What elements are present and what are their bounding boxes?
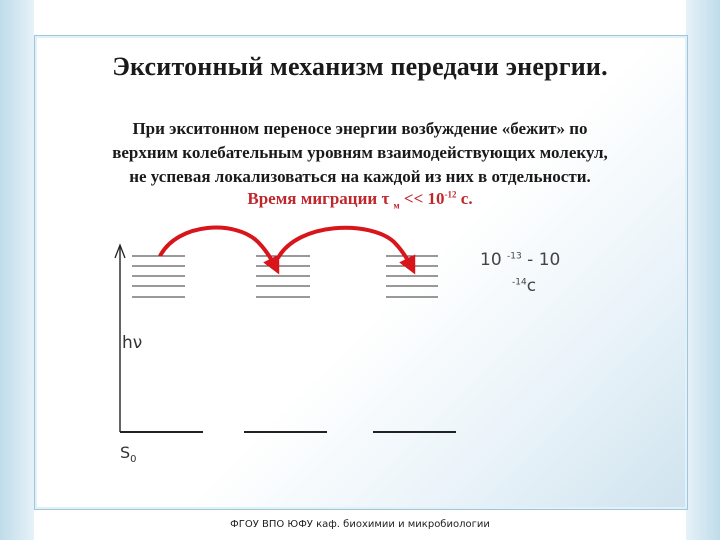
transfer-arrow-1: [160, 228, 276, 268]
migration-subscript: м: [393, 200, 400, 211]
timescale-exponent-2: -14: [512, 277, 527, 288]
molecule-3-excited-levels: [386, 256, 438, 297]
ground-state-base: S: [120, 443, 131, 462]
paragraph-line: При экситонном переносе энергии возбуждение «бежит» по: [132, 119, 588, 138]
paragraph-line: не успевая локализоваться на каждой из них в отдельности.: [129, 167, 591, 186]
molecule-2-excited-levels: [256, 256, 310, 297]
timescale-prefix: 10: [480, 250, 508, 270]
excitation-label: hν: [122, 333, 143, 353]
footer-text: ФГОУ ВПО ЮФУ каф. биохимии и микробиологии: [230, 519, 490, 530]
migration-relation: << 10: [399, 189, 445, 208]
slide-title: Экситонный механизм передачи энергии.: [112, 52, 608, 81]
timescale-label-line1: [480, 250, 560, 270]
ground-state-label: [120, 443, 137, 465]
timescale-unit: с: [526, 276, 537, 296]
migration-suffix: с.: [456, 189, 473, 208]
ground-state-subscript: 0: [130, 454, 137, 466]
timescale-label-line2: [512, 276, 536, 296]
molecule-1-excited-levels: [132, 256, 185, 297]
timescale-dash: - 10: [521, 250, 561, 270]
transfer-arrow-2: [278, 228, 412, 268]
migration-exponent: -12: [444, 189, 457, 200]
paragraph-line: верхним колебательным уровням взаимодействующих молекул,: [112, 143, 608, 162]
timescale-exponent-1: -13: [507, 251, 522, 262]
migration-prefix: Время миграции τ: [247, 189, 390, 208]
